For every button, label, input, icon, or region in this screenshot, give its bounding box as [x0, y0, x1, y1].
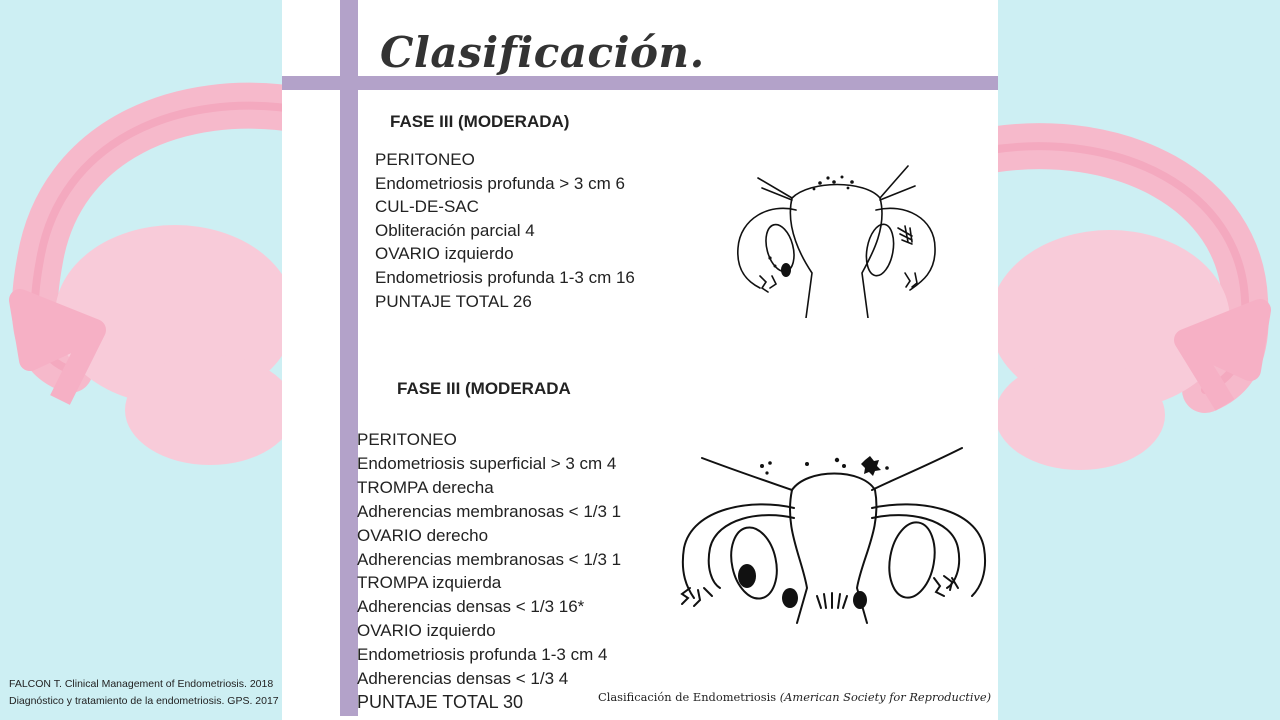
phase-heading-1: FASE III (MODERADA) — [390, 112, 570, 131]
accent-vertical-bar — [340, 0, 358, 716]
total-score: PUNTAJE TOTAL 30 — [357, 691, 524, 712]
total-score: PUNTAJE TOTAL 26 — [375, 291, 532, 311]
list-item: Adherencias membranosas < 1/3 1 — [357, 501, 622, 521]
uterus-diagram-1 — [730, 158, 945, 318]
score-list-1 — [375, 148, 635, 313]
accent-horizontal-bar — [282, 76, 998, 90]
list-item: Adherencias densas < 1/3 4 — [357, 669, 569, 689]
list-item: TROMPA izquierda — [357, 573, 502, 593]
references — [9, 676, 279, 710]
list-item: OVARIO derecho — [357, 525, 489, 545]
list-item: Obliteración parcial 4 — [375, 220, 535, 240]
score-list-2 — [357, 428, 621, 715]
caption-italic-text: (American Society for Reproductive) — [779, 690, 992, 704]
caption-text: Clasificación de Endometriosis — [598, 690, 780, 704]
list-item: Endometriosis profunda 1-3 cm 4 — [357, 645, 608, 665]
list-item: Adherencias membranosas < 1/3 1 — [357, 549, 622, 569]
list-item: Endometriosis superficial > 3 cm 4 — [357, 453, 617, 473]
phase-heading-2: FASE III (MODERADA — [397, 379, 571, 398]
uterus-diagram-2 — [672, 438, 994, 638]
list-item: Endometriosis profunda > 3 cm 6 — [375, 173, 625, 193]
list-item: TROMPA derecha — [357, 477, 494, 497]
list-item: CUL-DE-SAC — [375, 197, 479, 217]
list-item: PERITONEO — [375, 150, 475, 169]
reference-item: FALCON T. Clinical Management of Endometriosis. 2018 — [9, 678, 274, 690]
list-item: Endometriosis profunda 1-3 cm 16 — [375, 267, 635, 287]
list-item: OVARIO izquierdo — [375, 244, 514, 264]
slide-title: Clasificación. — [380, 28, 705, 77]
list-item: Adherencias densas < 1/3 16* — [357, 597, 585, 617]
list-item: OVARIO izquierdo — [357, 621, 496, 641]
reference-item: Diagnóstico y tratamiento de la endometriosis. GPS. 2017 — [9, 695, 279, 707]
figure-caption — [598, 690, 991, 704]
list-item: PERITONEO — [357, 430, 457, 449]
